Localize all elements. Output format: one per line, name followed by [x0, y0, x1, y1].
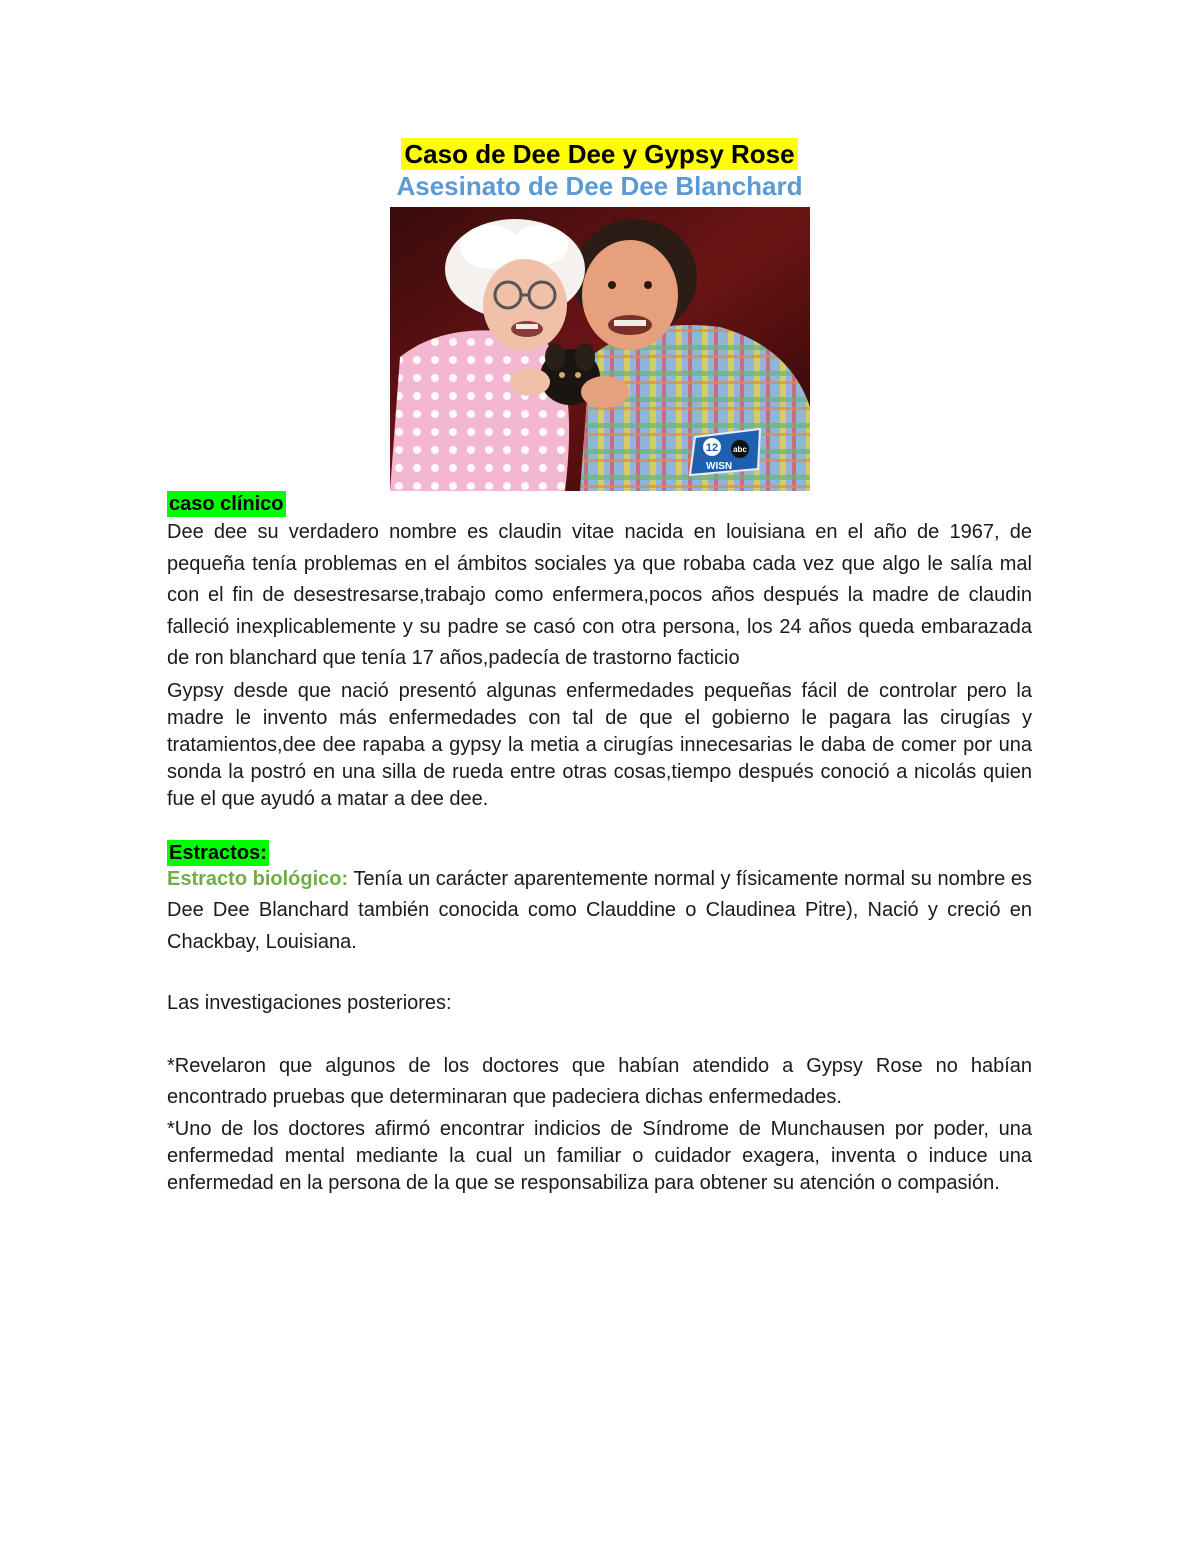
finding-1: *Revelaron que algunos de los doctores que habían atendido a Gypsy Rose no habían encontrado pruebas que determinaran que padeciera dichas enfermedades.: [167, 1054, 1032, 1109]
investigations-intro: Las investigaciones posteriores:: [167, 992, 452, 1015]
extracts-heading: Estractos:: [169, 841, 267, 864]
bio-extract-label: Estracto biológico:: [167, 867, 349, 890]
spacer: [167, 1020, 1032, 1051]
svg-text:abc: abc: [732, 445, 747, 454]
bio-extract-paragraph: [167, 864, 1032, 959]
wisn-logo: [690, 429, 760, 475]
spacer: [167, 958, 1032, 988]
title-wrap: [167, 138, 1032, 170]
document-page: [167, 138, 1032, 1197]
extracts-heading-row: [167, 840, 1032, 866]
clinical-paragraph-1: Dee dee su verdadero nombre es claudin vitae nacida en louisiana en el año de 1967, de pequeña tenía problemas en el ámbitos sociales ya que robaba cada vez que algo le salía mal con el fin de desestresarse,trabajo como enfermera,pocos años después la madre de claudin falleció inexplicablemente y su padre se casó con otra persona, los 24 años queda embarazada de ron blanchard que tenía 17 años,padecía de trastorno facticio: [167, 521, 1032, 669]
svg-text:WISN: WISN: [705, 461, 732, 472]
document-title: Caso de Dee Dee y Gypsy Rose: [401, 138, 797, 170]
clinical-heading-row: [167, 491, 1032, 517]
clinical-paragraph-2: Gypsy desde que nació presentó algunas enfermedades pequeñas fácil de controlar pero la madre le invento más enfermedades con tal de que el gobierno le pagara las cirugías y tratamientos,dee dee rapaba a gypsy la metia a cirugías innecesarias le daba de comer por una sonda la postró en una silla de rueda entre otras cosas,tiempo después conoció a nicolás quien fue el que ayudó a matar a dee dee.: [167, 679, 1032, 811]
finding-2: *Uno de los doctores afirmó encontrar indicios de Síndrome de Munchausen por poder, una enfermedad mental mediante la cual un familiar o cuidador exagera, inventa o induce una enfermedad en la persona de la que se responsabiliza para obtener su atención o compasión.: [167, 1117, 1032, 1194]
document-subtitle: Asesinato de Dee Dee Blanchard: [396, 171, 803, 201]
spacer: [167, 814, 1032, 840]
news-photo: [390, 207, 810, 491]
bio-extract-text: Tenía un carácter aparentemente normal y físicamente normal su nombre es Dee Dee Blanchard también conocida como Clauddine o Claudinea Pitre), Nació y creció en Chackbay, Louisiana.: [167, 867, 1032, 953]
clinical-heading: caso clínico: [169, 493, 284, 515]
svg-text:12: 12: [705, 442, 718, 454]
